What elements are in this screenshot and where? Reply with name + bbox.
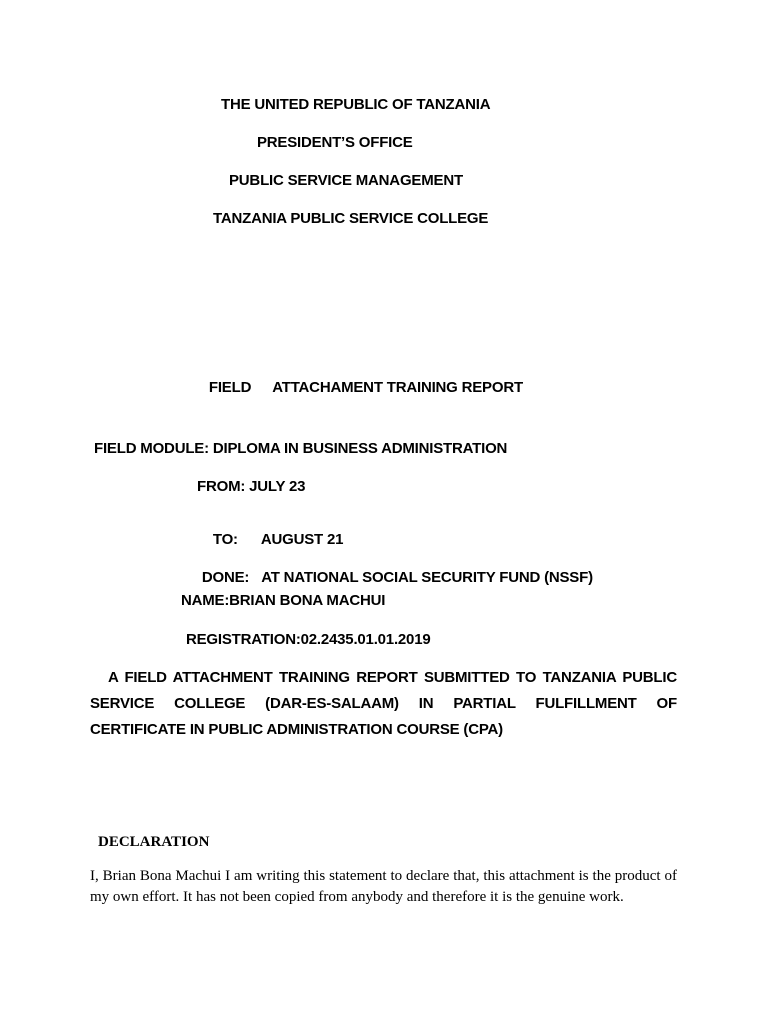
report-title-word1: FIELD — [208, 379, 252, 396]
header-republic: THE UNITED REPUBLIC OF TANZANIA — [221, 96, 491, 113]
header-college: TANZANIA PUBLIC SERVICE COLLEGE — [213, 210, 489, 227]
field-module: FIELD MODULE: DIPLOMA IN BUSINESS ADMINISTRATION — [94, 440, 508, 457]
to-value: AUGUST 21 — [260, 531, 344, 548]
student-name: NAME:BRIAN BONA MACHUI — [181, 592, 386, 609]
report-title — [193, 365, 523, 410]
declaration-heading: DECLARATION — [98, 834, 210, 850]
from-date: FROM: JULY 23 — [197, 478, 306, 495]
registration-number: REGISTRATION:02.2435.01.01.2019 — [186, 631, 431, 648]
header-presidents-office: PRESIDENT’S OFFICE — [257, 134, 413, 151]
header-public-service-management: PUBLIC SERVICE MANAGEMENT — [229, 172, 463, 189]
done-label: DONE: — [201, 569, 250, 586]
to-label: TO: — [212, 531, 238, 548]
submission-statement: A FIELD ATTACHMENT TRAINING REPORT SUBMITTED TO TANZANIA PUBLIC SERVICE COLLEGE (DAR-ES-SALAAM) IN PARTIAL FULFILLMENT OF CERTIFICATE IN PUBLIC ADMINISTRATION COURSE (CPA) — [90, 669, 677, 738]
report-title-rest: ATTACHAMENT TRAINING REPORT — [272, 379, 523, 396]
done-value: AT NATIONAL SOCIAL SECURITY FUND (NSSF) — [261, 569, 593, 586]
declaration-body: I, Brian Bona Machui I am writing this statement to declare that, this attachment is the product of my own effort. It has not been copied from anybody and therefore it is the genuine work. — [90, 868, 677, 905]
